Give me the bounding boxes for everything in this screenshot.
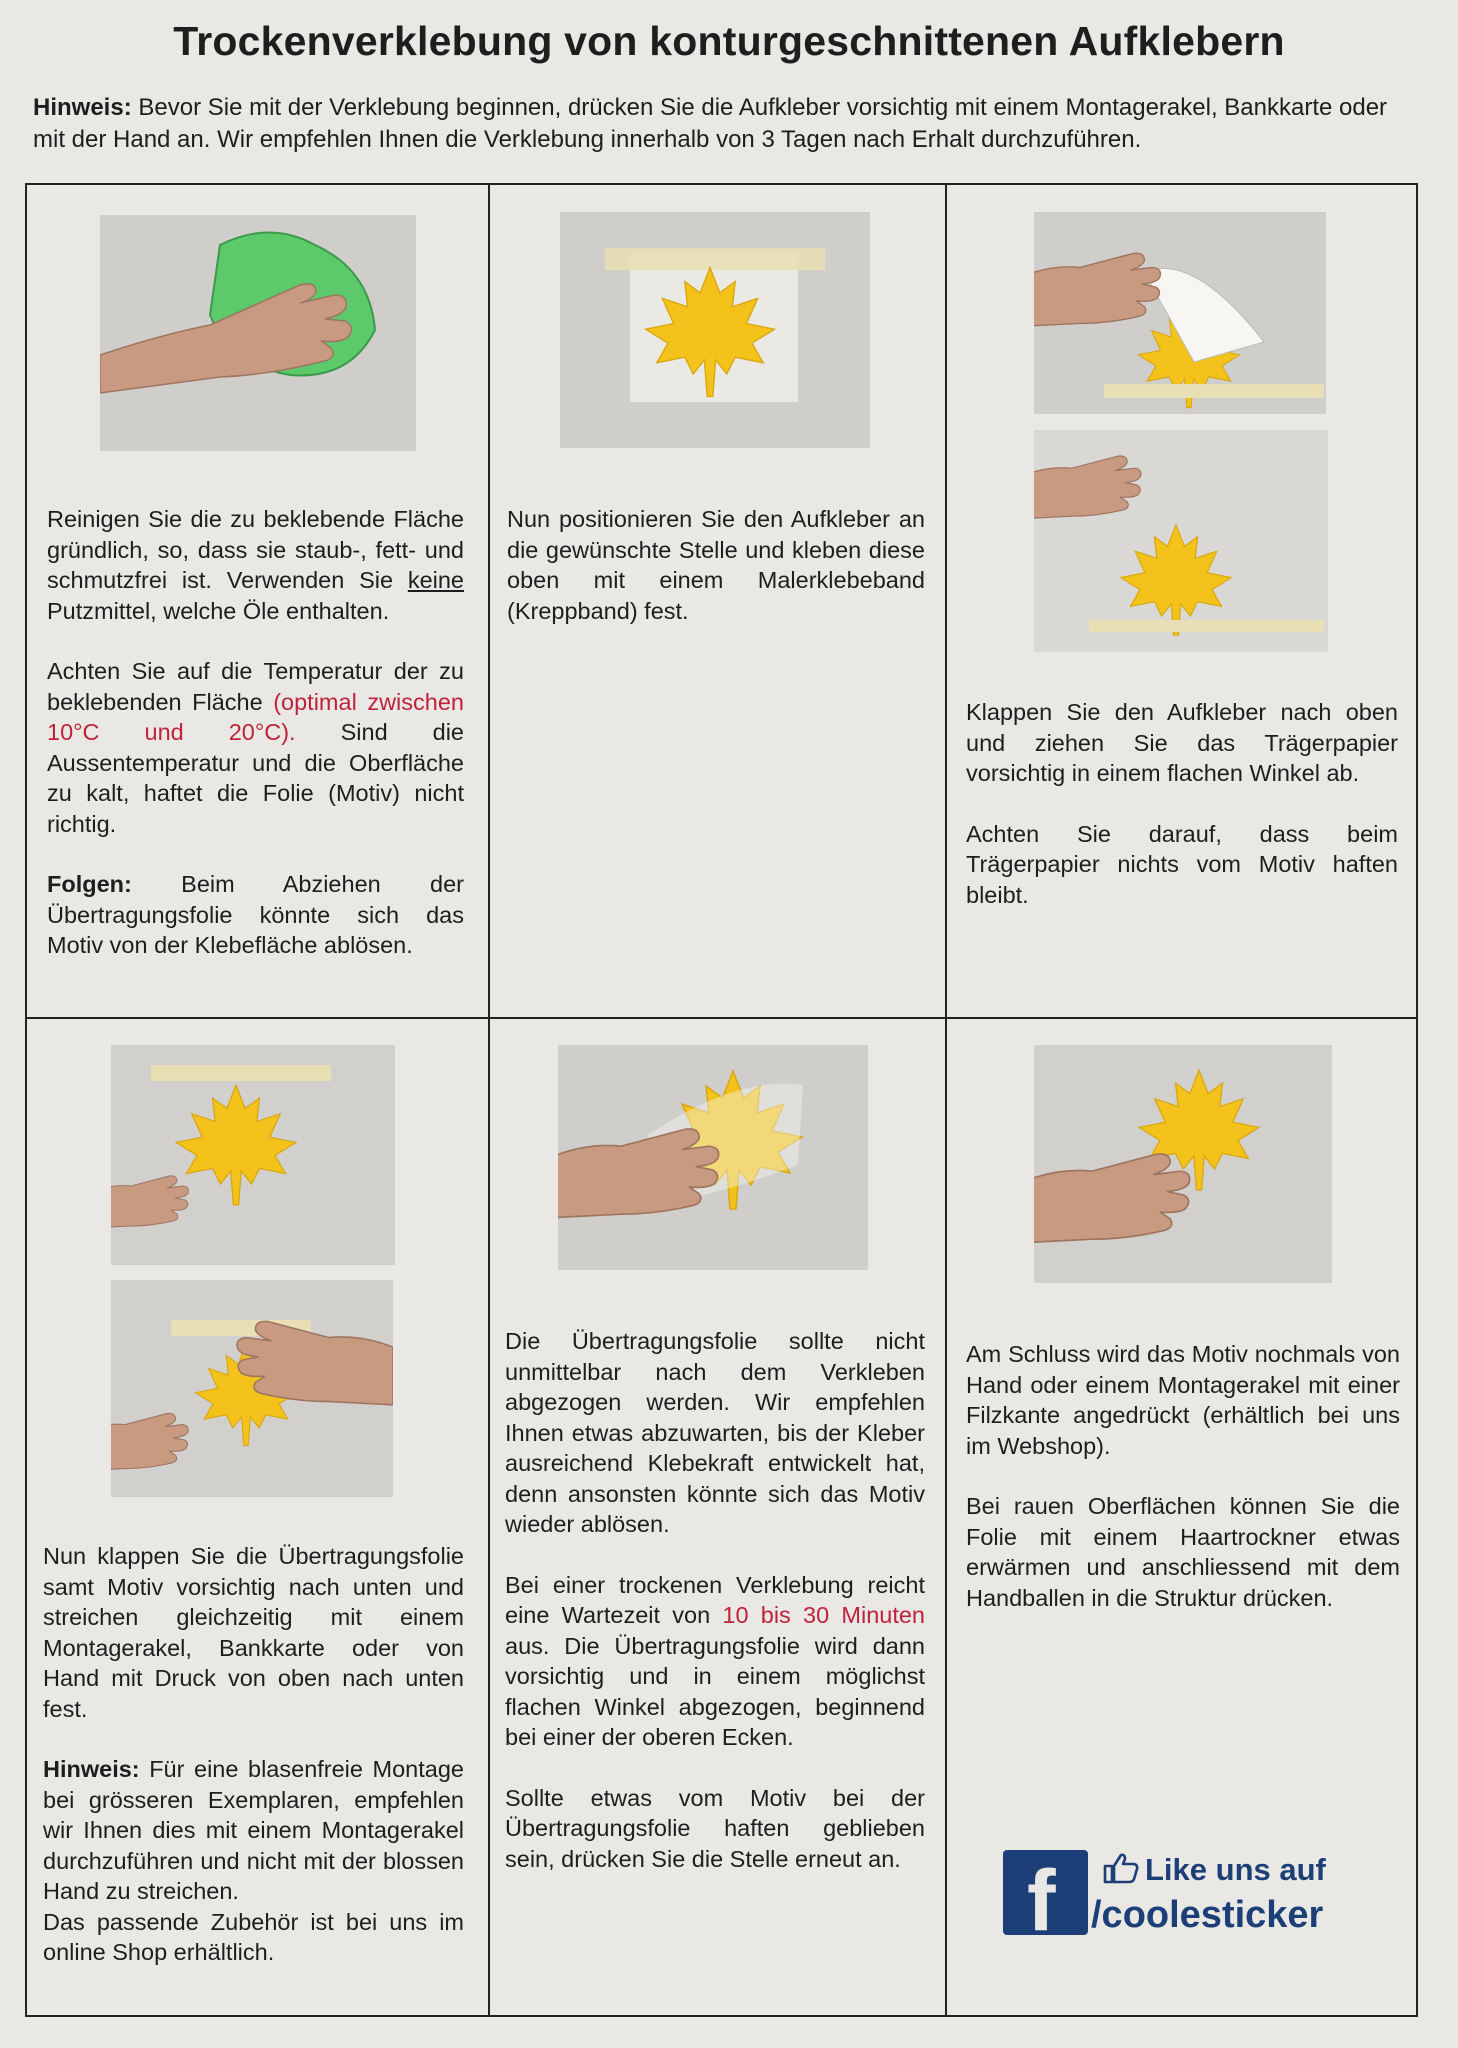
step5-photo [558,1045,868,1270]
thumbs-up-icon [1103,1852,1139,1884]
step6-paragraph: Bei rauen Oberflächen können Sie die Folie mit einem Haartrockner etwas erwärmen und anschliessend mit dem Handballen in die Struktur drücken. [966,1493,1400,1611]
step2-text [507,504,925,656]
step2-paragraph: Nun positionieren Sie den Aufkleber an die gewünschte Stelle und kleben diese oben mit einem Malerklebeband (Kreppband) fest. [507,506,925,624]
facebook-badge[interactable] [1003,1850,1333,1949]
intro-note-label: Hinweis: [33,94,132,121]
step3-paragraph: Klappen Sie den Aufkleber nach oben und ziehen Sie das Trägerpapier vorsichtig in einem flachen Winkel ab. [966,699,1398,786]
page-title: Trockenverklebung von konturgeschnittenen Aufklebern [173,18,1285,64]
step1-p1-emphasis: keine [407,567,464,593]
step5-paragraph [505,1570,925,1753]
column-divider [488,185,490,2015]
step4-paragraph: Das passende Zubehör ist bei uns im online Shop erhältlich. [43,1908,464,1965]
step1-p2-b: Sind die Aussentemperatur und die Oberfläche zu kalt, haftet die Folie (Motiv) nicht richtig. [47,719,464,837]
step4-paragraph [43,1754,464,1907]
step1-paragraph [47,869,464,961]
step1-p1-b: Putzmittel, welche Öle enthalten. [47,597,390,624]
step1-p2-a: Achten Sie auf die Temperatur der zu beklebenden Fläche [47,658,464,715]
step1-p1-a: Reinigen Sie die zu beklebende Fläche gründlich, so, dass sie staub-, fett- und schmutzfrei ist. Verwenden Sie [47,506,464,593]
step6-paragraph: Am Schluss wird das Motiv nochmals von Hand oder einem Montagerakel mit einer Filzkante angedrückt (erhältlich bei uns im Webshop). [966,1341,1400,1459]
intro-note-text: Bevor Sie mit der Verklebung beginnen, drücken Sie die Aufkleber vorsichtig mit einem Montagerakel, Bankkarte oder mit der Hand an. Wir empfehlen Ihnen die Verklebung innerhalb von 3 Tagen nach Erhalt durchzuführen. [33,94,1388,153]
step5-p2-b: aus. Die Übertragungsfolie wird dann vorsichtig und in einem möglichst flachen Winkel abgezogen, beginnend bei einer der oberen Ecken. [505,1632,925,1750]
facebook-like-label [1103,1852,1326,1888]
step4-photo-bottom [111,1280,393,1497]
intro-note [33,92,1413,156]
facebook-handle: /coolesticker [1091,1894,1324,1936]
step1-photo [100,215,416,451]
step5-paragraph: Die Übertragungsfolie sollte nicht unmittelbar nach dem Verkleben abgezogen werden. Wir empfehlen Ihnen etwas abzuwarten, bis der Kleber ausreichend Klebekraft entwickelt hat, denn ansonsten könnte sich das Motiv wieder ablösen. [505,1328,925,1537]
step5-p2-a: Bei einer trockenen Verklebung reicht eine Wartezeit von [505,1571,925,1628]
step1-text [47,504,464,991]
step4-note-text: Für eine blasenfreie Montage bei grösseren Exemplaren, empfehlen wir Ihnen dies mit einem Montagerakel durchzuführen und nicht mit der blossen Hand zu streichen. [43,1756,464,1904]
step5-wait-time: 10 bis 30 Minuten [722,1602,926,1628]
row-divider [27,1017,1416,1019]
step5-paragraph: Sollte etwas vom Motiv bei der Übertragungsfolie haften geblieben sein, drücken Sie die Stelle erneut an. [505,1784,925,1872]
step4-photo-top [111,1045,395,1265]
step1-paragraph [47,504,464,626]
step3-paragraph: Achten Sie darauf, dass beim Trägerpapier nichts vom Motiv haften bleibt. [966,820,1398,908]
step3-photo-bottom [1034,430,1328,652]
step1-consequence-text: Beim Abziehen der Übertragungsfolie könnte sich das Motiv von der Klebefläche ablösen. [47,871,464,958]
step6-text [966,1339,1400,1643]
facebook-icon: f [1003,1850,1088,1935]
facebook-like-text: Like uns auf [1145,1852,1326,1887]
step2-photo [560,212,870,448]
step1-paragraph [47,656,464,839]
step1-consequence-label: Folgen: [47,871,132,897]
step3-text [966,697,1398,940]
step4-paragraph: Nun klappen Sie die Übertragungsfolie samt Motiv vorsichtig nach unten und streichen gleichzeitig mit einem Montagerakel, Bankkarte oder von Hand mit Druck von oben nach unten fest. [43,1543,464,1722]
step4-note-label: Hinweis: [43,1756,140,1782]
column-divider [945,185,947,2015]
step6-photo [1034,1045,1332,1283]
step5-text [505,1326,925,1904]
step3-photo-top [1034,212,1326,414]
step4-text [43,1541,464,1998]
step1-temperature-range: (optimal zwischen 10°C und 20°C). [47,688,464,745]
